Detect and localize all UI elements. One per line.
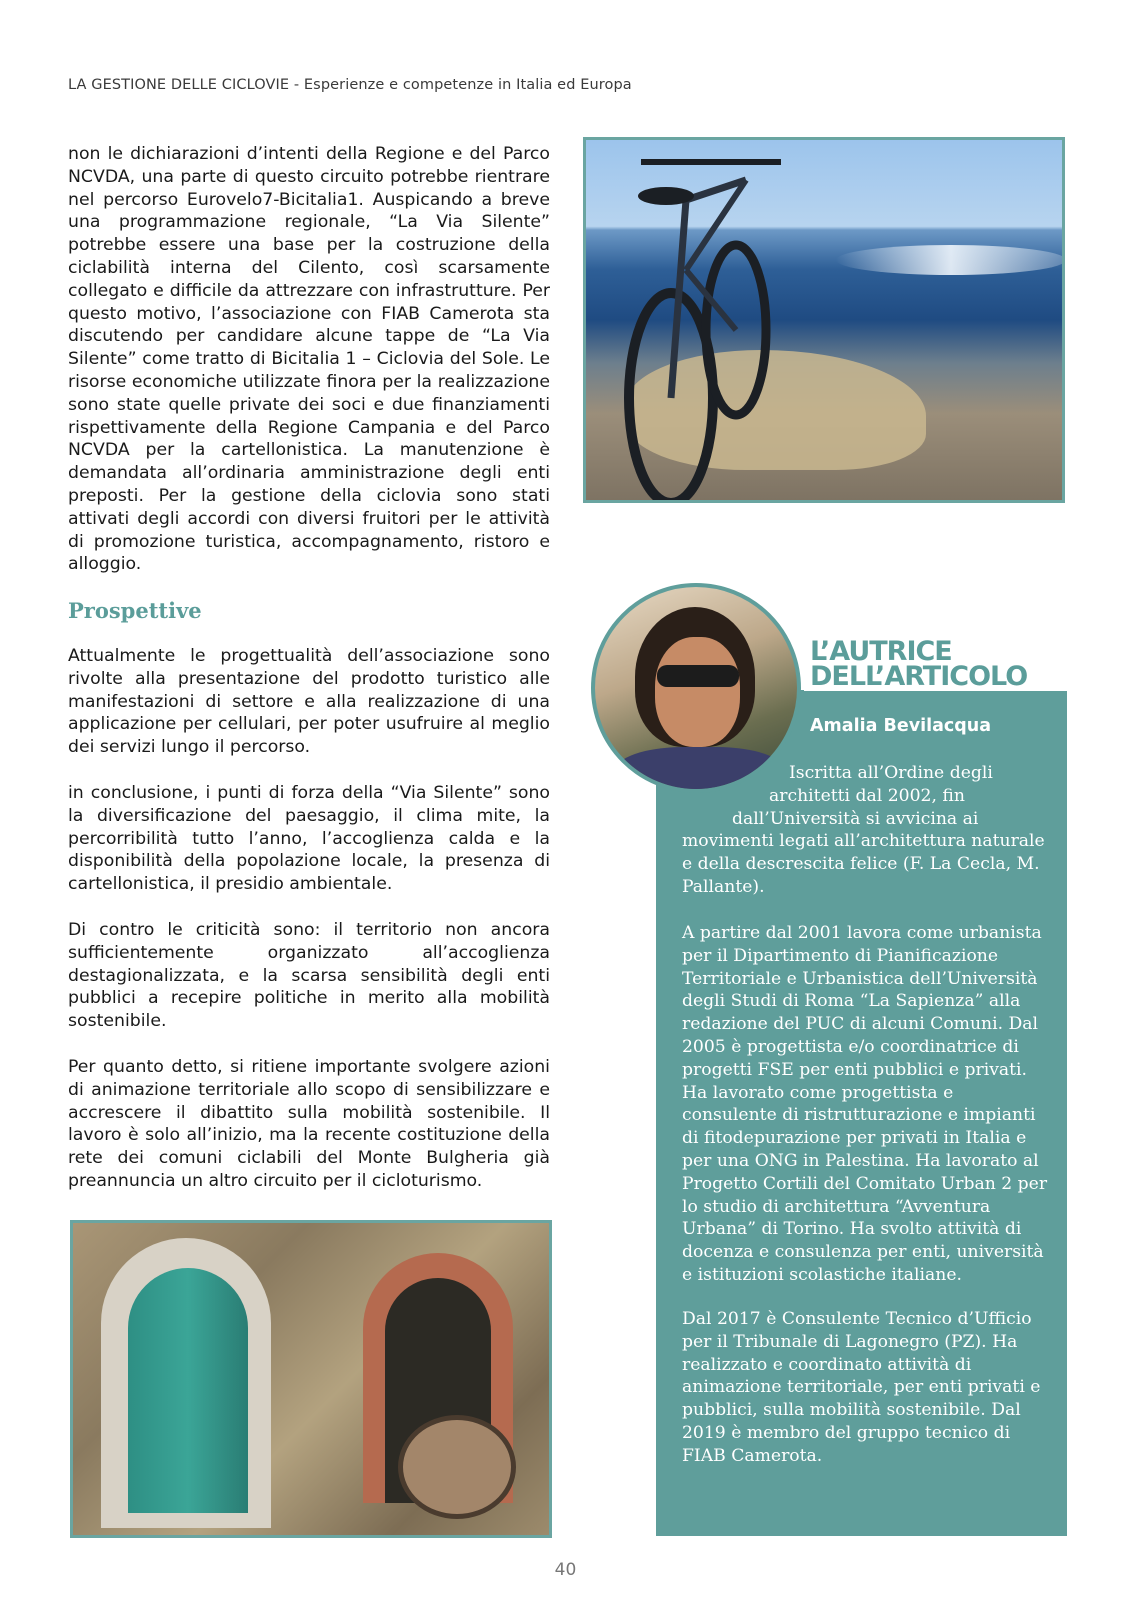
bio-intro-line: movimenti legati all’architettura naturale bbox=[682, 831, 1045, 852]
running-header: LA GESTIONE DELLE CICLOVIE - Esperienze e competenze in Italia ed Europa bbox=[68, 77, 632, 93]
bio-intro-line: Iscritta all’Ordine degli bbox=[789, 763, 993, 783]
author-bio-paragraph-2: Dal 2017 è Consulente Tecnico d’Ufficio per il Tribunale di Lagonegro (PZ). Ha realizzato e coordinato attività di animazione territoriale, per enti privati e pubblici, sulla mobilità sostenibile. Dal 2019 è membro del gruppo tecnico di FIAB Camerota. bbox=[682, 1309, 1041, 1466]
photo-wooden-barrel bbox=[398, 1415, 516, 1519]
bio-intro-line: architetti dal 2002, fin bbox=[769, 785, 965, 806]
bicycle-seaside-photo bbox=[583, 137, 1065, 503]
bio-intro-line: dall’Università si avvicina ai bbox=[732, 808, 979, 829]
author-name: Amalia Bevilacqua bbox=[810, 716, 992, 736]
author-bio-paragraph-1: A partire dal 2001 lavora come urbanista per il Dipartimento di Pianificazione Territoriale e Urbanistica dell’Università degli Studi di Roma “La Sapienza” alla redazione del PUC di alcuni Comuni. Dal 2005 è progettista e/o coordinatrice di progetti FSE per enti pubblici e privati. Ha lavorato come progettista e consulente di ristrutturazione e impianti di fitodepurazione per privati in Italia e per una ONG in Palestina. Ha lavorato al Progetto Cortili del Comitato Urban 2 per lo studio di architettura “Avventura Urbana” di Torino. Ha svolto attività di docenza e consulenza per enti, università e istituzioni scolastiche italiane. bbox=[682, 923, 1048, 1285]
article-paragraph-1: non le dichiarazioni d’intenti della Regione e del Parco NCVDA, una parte di questo circuito potrebbe rientrare nel percorso Eurovelo7-Bicitalia1. Auspicando a breve una programmazione regionale, “La Via Silente” potrebbe essere una base per la costruzione della ciclabilità interna del Cilento, così scarsamente collegato e difficile da attrezzare con infrastrutture. Per questo motivo, l’associazione con FIAB Camerota sta discutendo per candidare alcune tappe de “La Via Silente” come tratto di Bicitalia 1 – Ciclovia del Sole. Le risorse economiche utilizzate finora per la realizzazione sono state quelle private dei soci e due finanziamenti rispettivamente della Regione Campania e del Parco NCVDA per la cartellonistica. La manutenzione è demandata all’ordinaria amministrazione degli enti preposti. Per la gestione della ciclovia sono stati attivati degli accordi con diversi fruitori per le attività di promozione turistica, accompagnamento, ristoro e alloggio. bbox=[68, 144, 550, 575]
bio-intro-line: e della descrescita felice (F. La Cecla, M. bbox=[682, 854, 1040, 875]
article-paragraph-5: Per quanto detto, si ritiene importante svolgere azioni di animazione territoriale allo scopo di sensibilizzare e accrescere il dibattito sulla mobilità sostenibile. Il lavoro è solo all’inizio, ma la recente costituzione della rete dei comuni ciclabili del Monte Bulgheria già preannuncia un altro circuito per il cicloturismo. bbox=[68, 1057, 550, 1191]
photo-green-door bbox=[128, 1268, 248, 1513]
stone-doorway-photo bbox=[70, 1220, 552, 1538]
avatar-sunglasses bbox=[657, 665, 739, 687]
author-title-line-1: L’AUTRICE bbox=[810, 636, 952, 667]
avatar-face bbox=[655, 637, 740, 747]
author-title-line-2: DELL’ARTICOLO bbox=[810, 661, 1028, 692]
bicycle-illustration bbox=[586, 140, 1065, 503]
article-paragraph-2: Attualmente le progettualità dell’associazione sono rivolte alla presentazione del prodotto turistico alle manifestazioni di settore e alla realizzazione di una applicazione per cellulari, per poter usufruire al meglio dei servizi lungo il percorso. bbox=[68, 646, 550, 758]
page-number: 40 bbox=[554, 1560, 577, 1580]
article-paragraph-4: Di contro le criticità sono: il territorio non ancora sufficientemente organizzato all’accoglienza destagionalizzata, e la scarsa sensibilità degli enti pubblici a recepire politiche in merito alla mobilità sostenibile. bbox=[68, 920, 550, 1032]
bio-intro-line: Pallante). bbox=[682, 876, 765, 897]
author-box-title bbox=[810, 636, 1028, 692]
author-bio-intro bbox=[682, 762, 1052, 899]
section-heading-prospettive: Prospettive bbox=[68, 598, 202, 623]
article-paragraph-3: in conclusione, i punti di forza della “Via Silente” sono la diversificazione del paesaggio, il clima mite, la percorribilità tutto l’anno, l’accoglienza calda e la disponibilità della popolazione locale, la presenza di cartellonistica, il presidio ambientale. bbox=[68, 783, 550, 895]
